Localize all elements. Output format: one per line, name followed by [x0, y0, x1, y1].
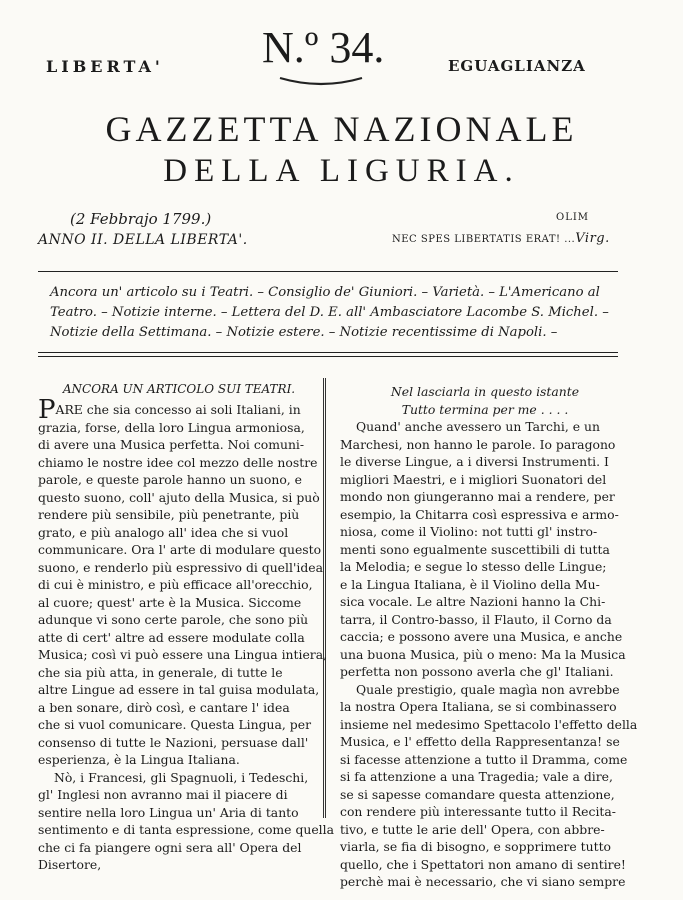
summary-line: Notizie della Settimana. – Notizie estere. – Notizie recentissime di Napoli. –: [50, 325, 558, 340]
text-line: si fa attenzione a una Tragedia; vale a dire,: [340, 769, 613, 784]
text-line: al cuore; quest' arte è la Musica. Siccome: [38, 594, 302, 610]
text-line: di cui è ministro, e più efficace all'orecchio,: [38, 577, 313, 592]
text-line: consenso di tutte le Nazioni, persuase dall': [38, 734, 309, 750]
article-right-column: [340, 383, 638, 891]
motto-olim: OLIM: [556, 212, 590, 223]
text-line: e la Lingua Italiana, è il Violino della Mu-: [340, 576, 600, 592]
text-line: esperienza, è la Lingua Italiana.: [38, 752, 240, 767]
text-line: Marchesi, non hanno le parole. Io paragono: [340, 436, 616, 452]
text-line: adunque vi sono certe parole, che sono più: [38, 612, 309, 627]
issue-date: (2 Febbrajo 1799.): [70, 210, 212, 228]
text-line: menti sono egualmente suscettibili di tutta: [340, 541, 610, 557]
summary-line: Teatro. – Notizie interne. – Lettera del D. E. all' Ambasciatore Lacombe S. Michel. –: [50, 305, 609, 320]
rule-2: [38, 356, 618, 357]
text-line: con rendere più interessante tutto il Recita-: [340, 804, 616, 819]
text-line: Disertore,: [38, 857, 102, 872]
text-line: gl' Inglesi non avranno mai il piacere di: [38, 787, 288, 802]
contents-summary: [50, 283, 620, 343]
text-line: rendere più sensibile, più penetrante, più: [38, 507, 300, 522]
text-line: le diverse Lingue, a i diversi Instrumenti. I: [340, 454, 609, 469]
text-line: niosa, come il Violino: not tutti gl' instro-: [340, 524, 598, 539]
issue-number: N.º 34.: [262, 23, 385, 72]
rule-1: [38, 352, 618, 353]
text-line: che si vuol comunicare. Questa Lingua, per: [38, 717, 311, 732]
verse-line: Tutto termina per me . . . .: [401, 401, 569, 417]
text-line: se si sapesse comandare questa attenzione,: [340, 786, 615, 802]
flourish-ornament: [278, 74, 364, 88]
article-left-column: [38, 382, 334, 874]
text-line: tivo, e tutte le arie dell' Opera, con abbre-: [340, 821, 605, 837]
text-line: perfetta non possono averla che gl' Italiani.: [340, 664, 614, 679]
text-line: Quand' anche avessero un Tarchi, e un: [356, 419, 600, 434]
text-line: a ben sonare, dirò così, e cantare l' idea: [38, 699, 290, 715]
summary-line: Ancora un' articolo su i Teatri. – Consiglio de' Giuniori. – Varietà. – L'Americano al: [50, 285, 600, 300]
text-line: sentimento e di tanta espressione, come quella: [38, 822, 334, 837]
top-rule: [38, 271, 618, 272]
text-line: Musica; così vi può essere una Lingua intiera,: [38, 647, 328, 662]
text-line: si facesse attenzione a tutto il Dramma, come: [340, 751, 628, 767]
motto-author: Virg.: [575, 231, 610, 246]
masthead-eguaglianza: EGUAGLIANZA: [448, 57, 586, 75]
text-line: atte di cert' altre ad essere modulate colla: [38, 629, 305, 645]
text-line: tarra, il Contro-basso, il Flauto, il Corno da: [340, 611, 612, 627]
text-line: grato, e più analogo all' idea che si vuol: [38, 524, 289, 540]
first-line-text: ARE che sia concesso ai soli Italiani, in: [55, 401, 301, 417]
column-divider: [323, 378, 326, 818]
text-line: grazia, forse, della loro Lingua armoniosa,: [38, 419, 305, 435]
text-line: sentire nella loro Lingua un' Aria di tanto: [38, 804, 299, 820]
text-line: viarla, se fia di bisogno, e sopprimere tutto: [340, 839, 612, 854]
text-line: communicare. Ora l' arte di modulare questo: [38, 542, 322, 557]
text-line: esempio, la Chitarra così espressiva e armo-: [340, 506, 619, 522]
text-line: quello, che i Spettatori non amano di sentire!: [340, 856, 626, 872]
text-line: Nò, i Francesi, gli Spagnuoli, i Tedeschi,: [54, 769, 309, 785]
text-line: chiamo le nostre idee col mezzo delle nostre: [38, 454, 318, 470]
article-heading: ANCORA UN ARTICOLO SUI TEATRI.: [62, 382, 296, 396]
text-line: che sia più atta, in generale, di tutte le: [38, 664, 283, 680]
text-line: che ci fa piangere ogni sera all' Opera del: [38, 839, 302, 855]
text-line: migliori Maestri, e i migliori Suonatori del: [340, 471, 607, 487]
text-line: la Melodia; e segue lo stesso delle Lingue;: [340, 559, 607, 574]
text-line: Musica, e l' effetto della Rappresentanza! se: [340, 734, 620, 749]
text-line: caccia; e possono avere una Musica, e anche: [340, 629, 623, 644]
drop-cap: P: [38, 394, 56, 425]
text-line: questo suono, coll' ajuto della Musica, si può: [38, 489, 320, 505]
motto: [392, 231, 610, 246]
text-line: una buona Musica, più o meno: Ma la Musica: [340, 646, 626, 662]
text-line: mondo non giungeranno mai a rendere, per: [340, 489, 615, 504]
text-line: sica vocale. Le altre Nazioni hanno la Chi-: [340, 594, 606, 609]
text-line: parole, e queste parole hanno un suono, e: [38, 472, 303, 487]
masthead-liberta: LIBERTA': [46, 57, 164, 76]
text-line: insieme nel medesimo Spettacolo l'effetto della: [340, 716, 638, 732]
motto-text: NEC SPES LIBERTATIS ERAT! ...: [392, 234, 576, 245]
text-line: la nostra Opera Italiana, se si combinassero: [340, 699, 617, 714]
issue-year: ANNO II. DELLA LIBERTA'.: [38, 232, 248, 248]
newspaper-subtitle: DELLA LIGURIA.: [163, 153, 520, 189]
article-first-line: [38, 394, 320, 425]
verse-line: Nel lasciarla in questo istante: [390, 384, 580, 399]
text-line: suono, e renderlo più espressivo di quell'idea: [38, 559, 323, 575]
text-line: perchè mai è necessario, che vi siano sempre: [340, 874, 626, 889]
newspaper-title: GAZZETTA NAZIONALE: [105, 109, 578, 149]
text-line: Quale prestigio, quale magìa non avrebbe: [356, 681, 620, 697]
text-line: di avere una Musica perfetta. Noi comuni-: [38, 437, 305, 452]
text-line: altre Lingue ad essere in tal guisa modulata,: [38, 682, 320, 697]
